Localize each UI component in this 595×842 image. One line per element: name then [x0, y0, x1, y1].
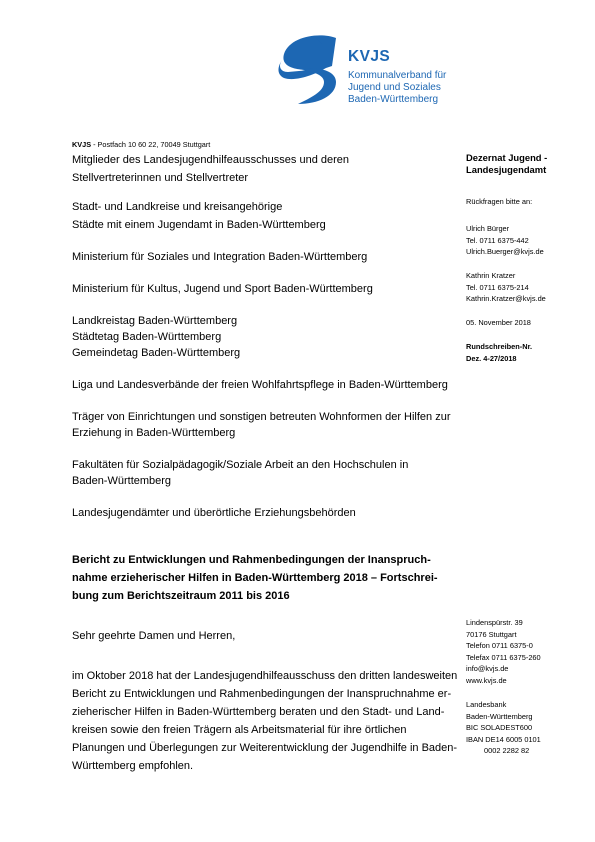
- letter-date: 05. November 2018: [466, 318, 531, 327]
- kvjs-logo: [276, 32, 456, 108]
- subject-line: bung zum Berichtszeitraum 2011 bis 2016: [72, 590, 290, 602]
- contact-email[interactable]: Ulrich.Buerger@kvjs.de: [466, 247, 544, 256]
- contact-name: Ulrich Bürger: [466, 224, 510, 233]
- recipient-line: Ministerium für Soziales und Integration Baden-Württemberg: [72, 251, 368, 263]
- circular-number: Dez. 4-27/2018: [466, 354, 517, 363]
- sender-address: [72, 140, 210, 149]
- salutation: Sehr geehrte Damen und Herren,: [72, 630, 236, 642]
- body-line: Planungen und Überlegungen zur Weiterentwicklung der Jugendhilfe in Baden-: [72, 742, 458, 754]
- body-line: im Oktober 2018 hat der Landesjugendhilfeausschuss den dritten landesweiten: [72, 670, 458, 682]
- recipient-line: Städte mit einem Jugendamt in Baden-Württemberg: [72, 219, 326, 231]
- body-line: Bericht zu Entwicklungen und Rahmenbedingungen der Inanspruchnahme er-: [72, 688, 452, 700]
- contact-phone: Tel. 0711 6375-442: [466, 236, 529, 245]
- recipient-line: Stellvertreterinnen und Stellvertreter: [72, 172, 249, 184]
- inquiries-label: Rückfragen bitte an:: [466, 197, 533, 206]
- website-link[interactable]: www.kvjs.de: [466, 676, 507, 685]
- contact-name: Kathrin Kratzer: [466, 271, 516, 280]
- contact-email[interactable]: Kathrin.Kratzer@kvjs.de: [466, 294, 546, 303]
- department-heading: [466, 152, 547, 176]
- recipient-line: Stadt- und Landkreise und kreisangehörige: [72, 201, 283, 213]
- subject-line: Bericht zu Entwicklungen und Rahmenbedingungen der Inanspruch-: [72, 554, 431, 566]
- address-street: Lindenspürstr. 39: [466, 618, 523, 627]
- bank-iban: IBAN DE14 6005 0101: [466, 735, 541, 744]
- recipient-line: Gemeindetag Baden-Württemberg: [72, 347, 241, 359]
- bank-name: Landesbank: [466, 700, 507, 709]
- logo-line-2: Jugend und Soziales: [348, 82, 441, 93]
- recipient-line: Erziehung in Baden-Württemberg: [72, 427, 236, 439]
- bank-iban-continued: 0002 2282 82: [484, 746, 530, 755]
- body-line: Württemberg empfohlen.: [72, 760, 194, 772]
- recipient-line: Landkreistag Baden-Württemberg: [72, 315, 238, 327]
- logo-abbreviation: KVJS: [348, 48, 391, 65]
- letter-subject: [72, 551, 460, 605]
- sender-postal-address: - Postfach 10 60 22, 70049 Stuttgart: [91, 140, 211, 149]
- recipient-line: Fakultäten für Sozialpädagogik/Soziale Arbeit an den Hochschulen in: [72, 459, 409, 471]
- logo-line-3: Baden-Württemberg: [348, 94, 439, 105]
- logo-line-1: Kommunalverband für: [348, 70, 447, 81]
- body-paragraph: [72, 667, 457, 775]
- fax-main: Telefax 0711 6375-260: [466, 653, 541, 662]
- recipient-line: Baden-Württemberg: [72, 475, 172, 487]
- recipient-line: Landesjugendämter und überörtliche Erziehungsbehörden: [72, 507, 356, 519]
- bank-bic: BIC SOLADEST600: [466, 723, 533, 732]
- phone-main: Telefon 0711 6375-0: [466, 641, 533, 650]
- sender-org: KVJS: [72, 140, 92, 149]
- recipient-line: Liga und Landesverbände der freien Wohlfahrtspflege in Baden-Württemberg: [72, 379, 448, 391]
- body-line: kreisen sowie den freien Trägern als Arbeitsmaterial für ihre örtlichen: [72, 724, 407, 736]
- contact-phone: Tel. 0711 6375-214: [466, 283, 529, 292]
- subject-line: nahme erzieherischer Hilfen in Baden-Württemberg 2018 – Fortschrei-: [72, 572, 438, 584]
- recipient-line: Ministerium für Kultus, Jugend und Sport Baden-Württemberg: [72, 283, 373, 295]
- department-line-2: Landesjugendamt: [466, 164, 547, 175]
- address-city: 70176 Stuttgart: [466, 630, 517, 639]
- email-main[interactable]: info@kvjs.de: [466, 664, 509, 673]
- bank-region: Baden-Württemberg: [466, 712, 533, 721]
- recipient-line: Träger von Einrichtungen und sonstigen betreuten Wohnformen der Hilfen zur: [72, 411, 451, 423]
- department-line-1: Dezernat Jugend -: [466, 152, 548, 163]
- recipient-line: Mitglieder des Landesjugendhilfeausschusses und deren: [72, 154, 350, 166]
- recipient-line: Städtetag Baden-Württemberg: [72, 331, 222, 343]
- kvjs-emblem-icon: [276, 32, 348, 108]
- circular-label: Rundschreiben-Nr.: [466, 342, 533, 351]
- body-line: zieherischer Hilfen in Baden-Württemberg beraten und den Stadt- und Land-: [72, 706, 445, 718]
